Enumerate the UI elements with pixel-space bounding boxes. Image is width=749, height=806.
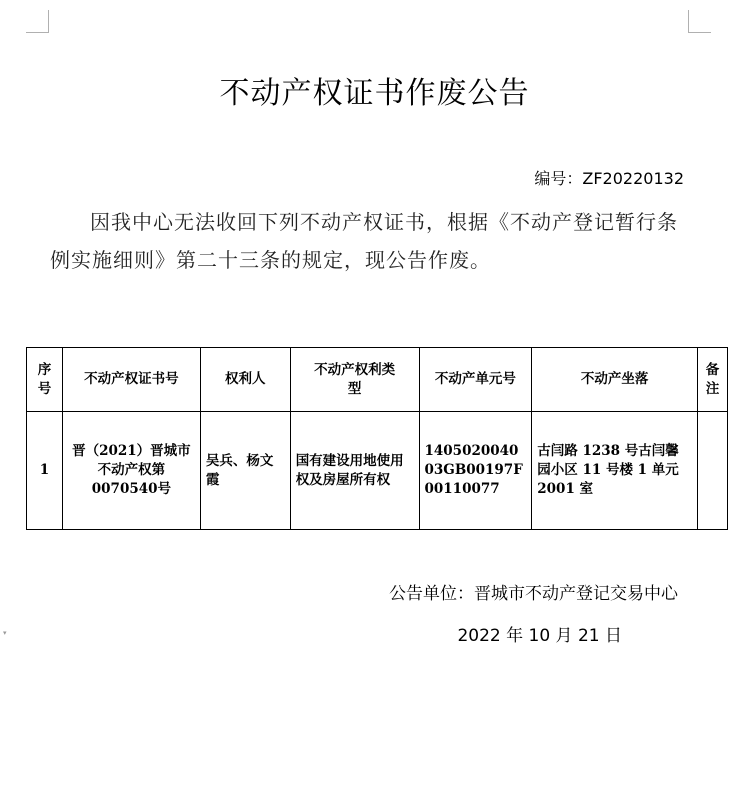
announcement-body: 因我中心无法收回下列不动产权证书，根据《不动产登记暂行条例实施细则》第二十三条的规定，现公告作废。 xyxy=(50,210,678,272)
header-owner: 权利人 xyxy=(200,348,290,412)
cell-remark xyxy=(697,412,727,530)
cell-cert-no: 晋（2021）晋城市不动产权第0070540号 xyxy=(62,412,200,530)
document-number: 编号：ZF20220132 xyxy=(534,169,684,188)
table-header-row xyxy=(27,348,728,412)
cell-unit-no: 140502004003GB00197F00110077 xyxy=(419,412,532,530)
cell-location: 古闫路 1238 号古闫馨园小区 11 号楼 1 单元 2001 室 xyxy=(532,412,698,530)
page-title: 不动产权证书作废公告 xyxy=(219,76,530,111)
page-corner-mark-top-left xyxy=(26,10,49,33)
header-unit-no: 不动产单元号 xyxy=(419,348,532,412)
header-location: 不动产坐落 xyxy=(532,348,698,412)
cell-owner: 吴兵、杨文霞 xyxy=(200,412,290,530)
header-right-type: 不动产权利类型 xyxy=(290,348,419,412)
page-corner-mark-top-right xyxy=(688,10,711,33)
issuer: 公告单位：晋城市不动产登记交易中心 xyxy=(389,584,678,604)
header-seq: 序号 xyxy=(27,348,63,412)
cell-seq: 1 xyxy=(27,412,63,530)
table-row xyxy=(27,412,728,530)
header-cert-no: 不动产权证书号 xyxy=(62,348,200,412)
issue-date: 2022 年 10 月 21 日 xyxy=(457,626,622,646)
certificate-table xyxy=(26,347,728,530)
cell-right-type: 国有建设用地使用权及房屋所有权 xyxy=(290,412,419,530)
header-remark: 备注 xyxy=(697,348,727,412)
margin-marker-icon: ▾ xyxy=(3,629,7,637)
